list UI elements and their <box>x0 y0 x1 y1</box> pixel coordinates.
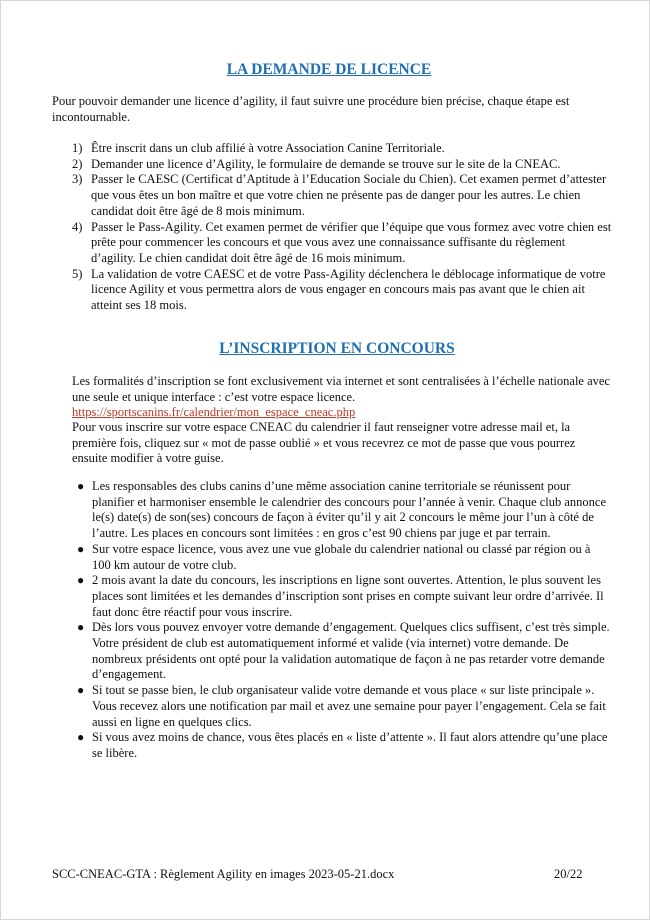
step-text: Demander une licence d’Agility, le formulaire de demande se trouve sur le site de la CNEAC. <box>91 156 561 171</box>
step-number: 1) <box>72 141 83 155</box>
section-title-inscription: L’INSCRIPTION EN CONCOURS <box>219 340 455 357</box>
bullet-icon: ● <box>77 620 85 635</box>
bullet-icon: ● <box>77 479 85 493</box>
intro-paragraph: Pour pouvoir demander une licence d’agility, il faut suivre une procédure bien précise, chaque étape est incontournable. <box>52 94 570 124</box>
bullet-text: Les responsables des clubs canins d’une même association canine territoriale se réunissent pour planifier et harmoniser ensemble le calendrier des concours pour l’année à venir. Chaque club annonce le(s) date(s) de son(ses) concours de façon à éviter qu’il y ait 2 concours le même jour l’un à côté de l’autre. Les places en concours sont limitées : en gros c’est 90 chiens par juge et par terrain. <box>92 479 607 541</box>
list-item <box>77 620 612 683</box>
bullet-text: Si tout se passe bien, le club organisateur valide votre demande et vous place « sur liste principale ». Vous recevez alors une notification par mail et avez une semaine pour payer l’engagement. Cela se fait aussi en ligne en quelques clics. <box>92 683 606 729</box>
step-text: La validation de votre CAESC et de votre Pass-Agility déclenchera le déblocage informatique de votre licence Agility et vous permettra alors de vous engager en concours mais pas avant que le chien ait atteint ses 18 mois. <box>91 266 606 313</box>
footer-page-number: 20/22 <box>554 867 583 881</box>
bullet-text: Sur votre espace licence, vous avez une vue globale du calendrier national ou classé par région ou à 100 km autour de votre club. <box>92 541 591 572</box>
inscription-paragraph: Les formalités d’inscription se font exclusivement via internet et sont centralisées à l’échelle nationale avec une seule et unique interface : c’est votre espace licence. <box>72 374 610 404</box>
step-text: Passer le CAESC (Certificat d’Aptitude à l’Education Sociale du Chien). Cet examen permet d’attester que vous êtes un bon maître et que votre chien ne présente pas de danger pour les autres. Le chien candidat doit être âgé de 8 mois minimum. <box>91 172 607 218</box>
list-item <box>72 157 612 173</box>
step-number: 5) <box>72 266 83 281</box>
licence-steps-list <box>72 141 612 314</box>
list-item <box>77 573 612 620</box>
inscription-bullet-list <box>77 479 612 762</box>
step-number: 3) <box>72 172 83 187</box>
list-item <box>77 683 612 730</box>
step-number: 2) <box>72 156 83 171</box>
bullet-icon: ● <box>77 683 85 698</box>
section-title-licence: LA DEMANDE DE LICENCE <box>226 61 432 78</box>
list-item <box>72 220 612 267</box>
list-item <box>77 479 612 542</box>
list-item <box>72 267 612 314</box>
bullet-icon: ● <box>77 573 85 588</box>
inscription-instructions: Pour vous inscrire sur votre espace CNEAC du calendrier il faut renseigner votre adresse mail et, la première fois, cliquez sur « mot de passe oublié » et vous recevrez ce mot de passe que vous pourrez ensuite modifier à votre guise. <box>72 420 576 466</box>
espace-cneac-link[interactable]: https://sportscanins.fr/calendrier/mon_espace_cneac.php <box>72 405 356 419</box>
step-text: Passer le Pass-Agility. Cet examen permet de vérifier que l’équipe que vous formez avec votre chien est prête pour commencer les concours et que vous avez une connaissance suffisante du règlement d’agility. Le chien candidat doit être âgé de 16 mois minimum. <box>91 219 612 265</box>
footer-document-name: SCC-CNEAC-GTA : Règlement Agility en images 2023-05-21.docx <box>52 867 395 881</box>
list-item <box>77 541 612 573</box>
list-item <box>72 141 612 157</box>
bullet-text: Si vous avez moins de chance, vous êtes placés en « liste d’attente ». Il faut alors attendre qu’une place se libère. <box>92 730 608 760</box>
step-text: Être inscrit dans un club affilié à votre Association Canine Territoriale. <box>91 141 445 155</box>
list-item <box>72 172 612 219</box>
bullet-text: 2 mois avant la date du concours, les inscriptions en ligne sont ouvertes. Attention, le plus souvent les places sont limitées et les demandes d’inscription sont prises en compte suivant leur ordre d’arrivée. Il faut donc être réactif pour vous inscrire. <box>92 573 604 619</box>
bullet-icon: ● <box>77 541 85 556</box>
bullet-text: Dès lors vous pouvez envoyer votre demande d’engagement. Quelques clics suffisent, c’est très simple. Votre président de club est automatiquement informé et valide (via internet) votre demande. De nombreux présidents ont opté pour la validation automatique de façon à ne pas retarder votre demande d’engagement. <box>92 620 610 682</box>
bullet-icon: ● <box>77 730 85 745</box>
step-number: 4) <box>72 219 83 234</box>
list-item <box>77 730 612 761</box>
